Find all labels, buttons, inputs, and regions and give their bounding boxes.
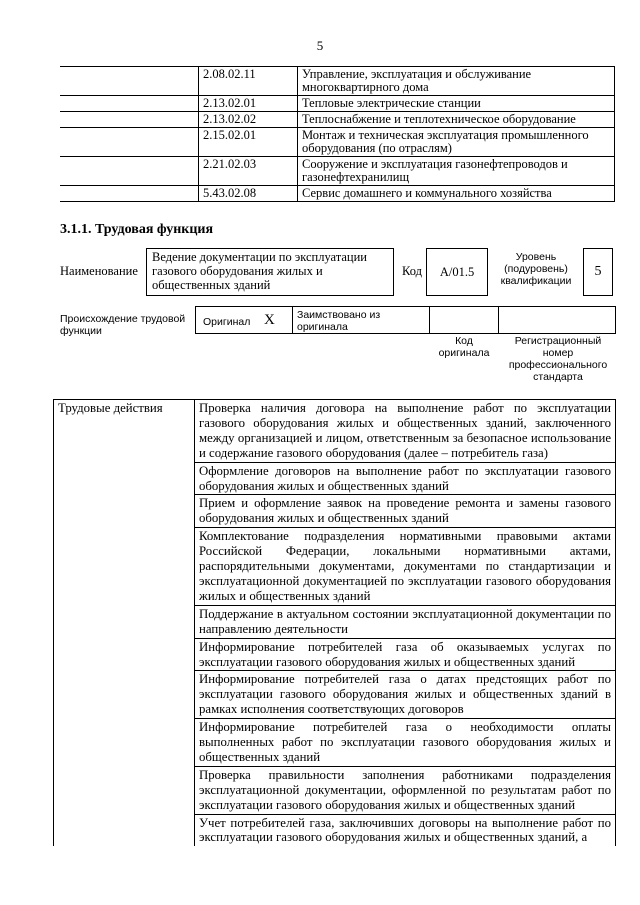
code-cell: 2.13.02.01	[199, 96, 298, 112]
function-code-value: A/01.5	[439, 265, 475, 279]
code-orig-cell	[429, 306, 499, 334]
name-label: Наименование	[60, 264, 138, 278]
code-name-cell: Монтаж и техническая эксплуатация промышленного оборудования (по отраслям)	[298, 128, 615, 157]
codes-empty-cell	[60, 128, 199, 157]
action-item: Поддержание в актуальном состоянии эксплуатационной документации по направлению деятельности	[195, 605, 616, 638]
code-label: Код	[402, 264, 422, 278]
code-name-cell: Теплоснабжение и теплотехническое оборудование	[298, 112, 615, 128]
original-cell	[195, 306, 293, 334]
code-orig-label: Код оригинала	[438, 335, 490, 359]
level-value: 5	[594, 264, 602, 279]
borrowed-cell	[292, 306, 430, 334]
action-item: Информирование потребителей газа о необходимости оплаты выполненных работ по эксплуатации газового оборудования жилых и общественных зданий	[195, 719, 616, 767]
action-row	[54, 400, 616, 463]
original-label: Оригинал	[203, 316, 251, 328]
code-name-cell: Тепловые электрические станции	[298, 96, 615, 112]
code-cell: 5.43.02.08	[199, 186, 298, 202]
page-number: 5	[316, 38, 324, 53]
action-item: Информирование потребителей газа о датах предстоящих работ по эксплуатации газового оборудования жилых и общественных зданий в рамках исполнения соответствующих договоров	[195, 671, 616, 719]
work-actions-table	[53, 399, 616, 846]
reg-number-cell	[498, 306, 616, 334]
codes-row	[60, 67, 615, 96]
codes-row	[60, 128, 615, 157]
action-item: Информирование потребителей газа об оказываемых услугах по эксплуатации газового оборудования жилых и общественных зданий	[195, 638, 616, 671]
code-name-cell: Сооружение и эксплуатация газонефтепроводов и газонефтехранилищ	[298, 157, 615, 186]
reg-number-label: Регистрационный номер профессионального стандарта	[508, 335, 608, 383]
actions-label: Трудовые действия	[54, 400, 195, 847]
original-mark: X	[264, 312, 275, 328]
education-codes-table	[60, 66, 615, 202]
code-name-cell: Сервис домашнего и коммунального хозяйства	[298, 186, 615, 202]
level-box	[583, 248, 613, 296]
function-name-value: Ведение документации по эксплуатации газового оборудования жилых и общественных зданий	[152, 250, 367, 292]
action-item: Комплектование подразделения нормативными правовыми актами Российской Федерации, локальными нормативными актами, распорядительными документами, документами по стандартизации и эксплуатационной документацией по эксплуатации газового оборудования жилых и общественных зданий	[195, 528, 616, 606]
level-label: Уровень (подуровень) квалификации	[500, 251, 572, 287]
codes-empty-cell	[60, 112, 199, 128]
function-name-box	[146, 248, 394, 296]
action-item: Проверка наличия договора на выполнение работ по эксплуатации газового оборудования жилых и общественных зданий, заключенного между организацией и лицом, ответственным за безопасное использование и содержание газового оборудования (далее – потребитель газа)	[195, 400, 616, 463]
codes-row	[60, 157, 615, 186]
borrowed-label: Заимствовано из оригинала	[297, 309, 381, 333]
code-name-cell: Управление, эксплуатация и обслуживание многоквартирного дома	[298, 67, 615, 96]
action-item: Проверка правильности заполнения работниками подразделения эксплуатационной документации, оформленной по результатам работ по эксплуатации газового оборудования жилых и общественных зданий	[195, 766, 616, 814]
codes-row	[60, 186, 615, 202]
codes-empty-cell	[60, 67, 199, 96]
action-item: Учет потребителей газа, заключивших договоры на выполнение работ по эксплуатации газового оборудования жилых и общественных зданий, а	[195, 814, 616, 846]
action-item: Оформление договоров на выполнение работ по эксплуатации газового оборудования жилых и общественных зданий	[195, 462, 616, 495]
code-cell: 2.15.02.01	[199, 128, 298, 157]
code-cell: 2.13.02.02	[199, 112, 298, 128]
codes-row	[60, 112, 615, 128]
origin-label: Происхождение трудовой функции	[60, 313, 186, 337]
code-cell: 2.21.02.03	[199, 157, 298, 186]
codes-empty-cell	[60, 157, 199, 186]
codes-empty-cell	[60, 96, 199, 112]
code-cell: 2.08.02.11	[199, 67, 298, 96]
section-title: 3.1.1. Трудовая функция	[60, 222, 214, 237]
action-item: Прием и оформление заявок на проведение ремонта и замены газового оборудования жилых и общественных зданий	[195, 495, 616, 528]
function-code-box	[426, 248, 488, 296]
codes-row	[60, 96, 615, 112]
codes-empty-cell	[60, 186, 199, 202]
